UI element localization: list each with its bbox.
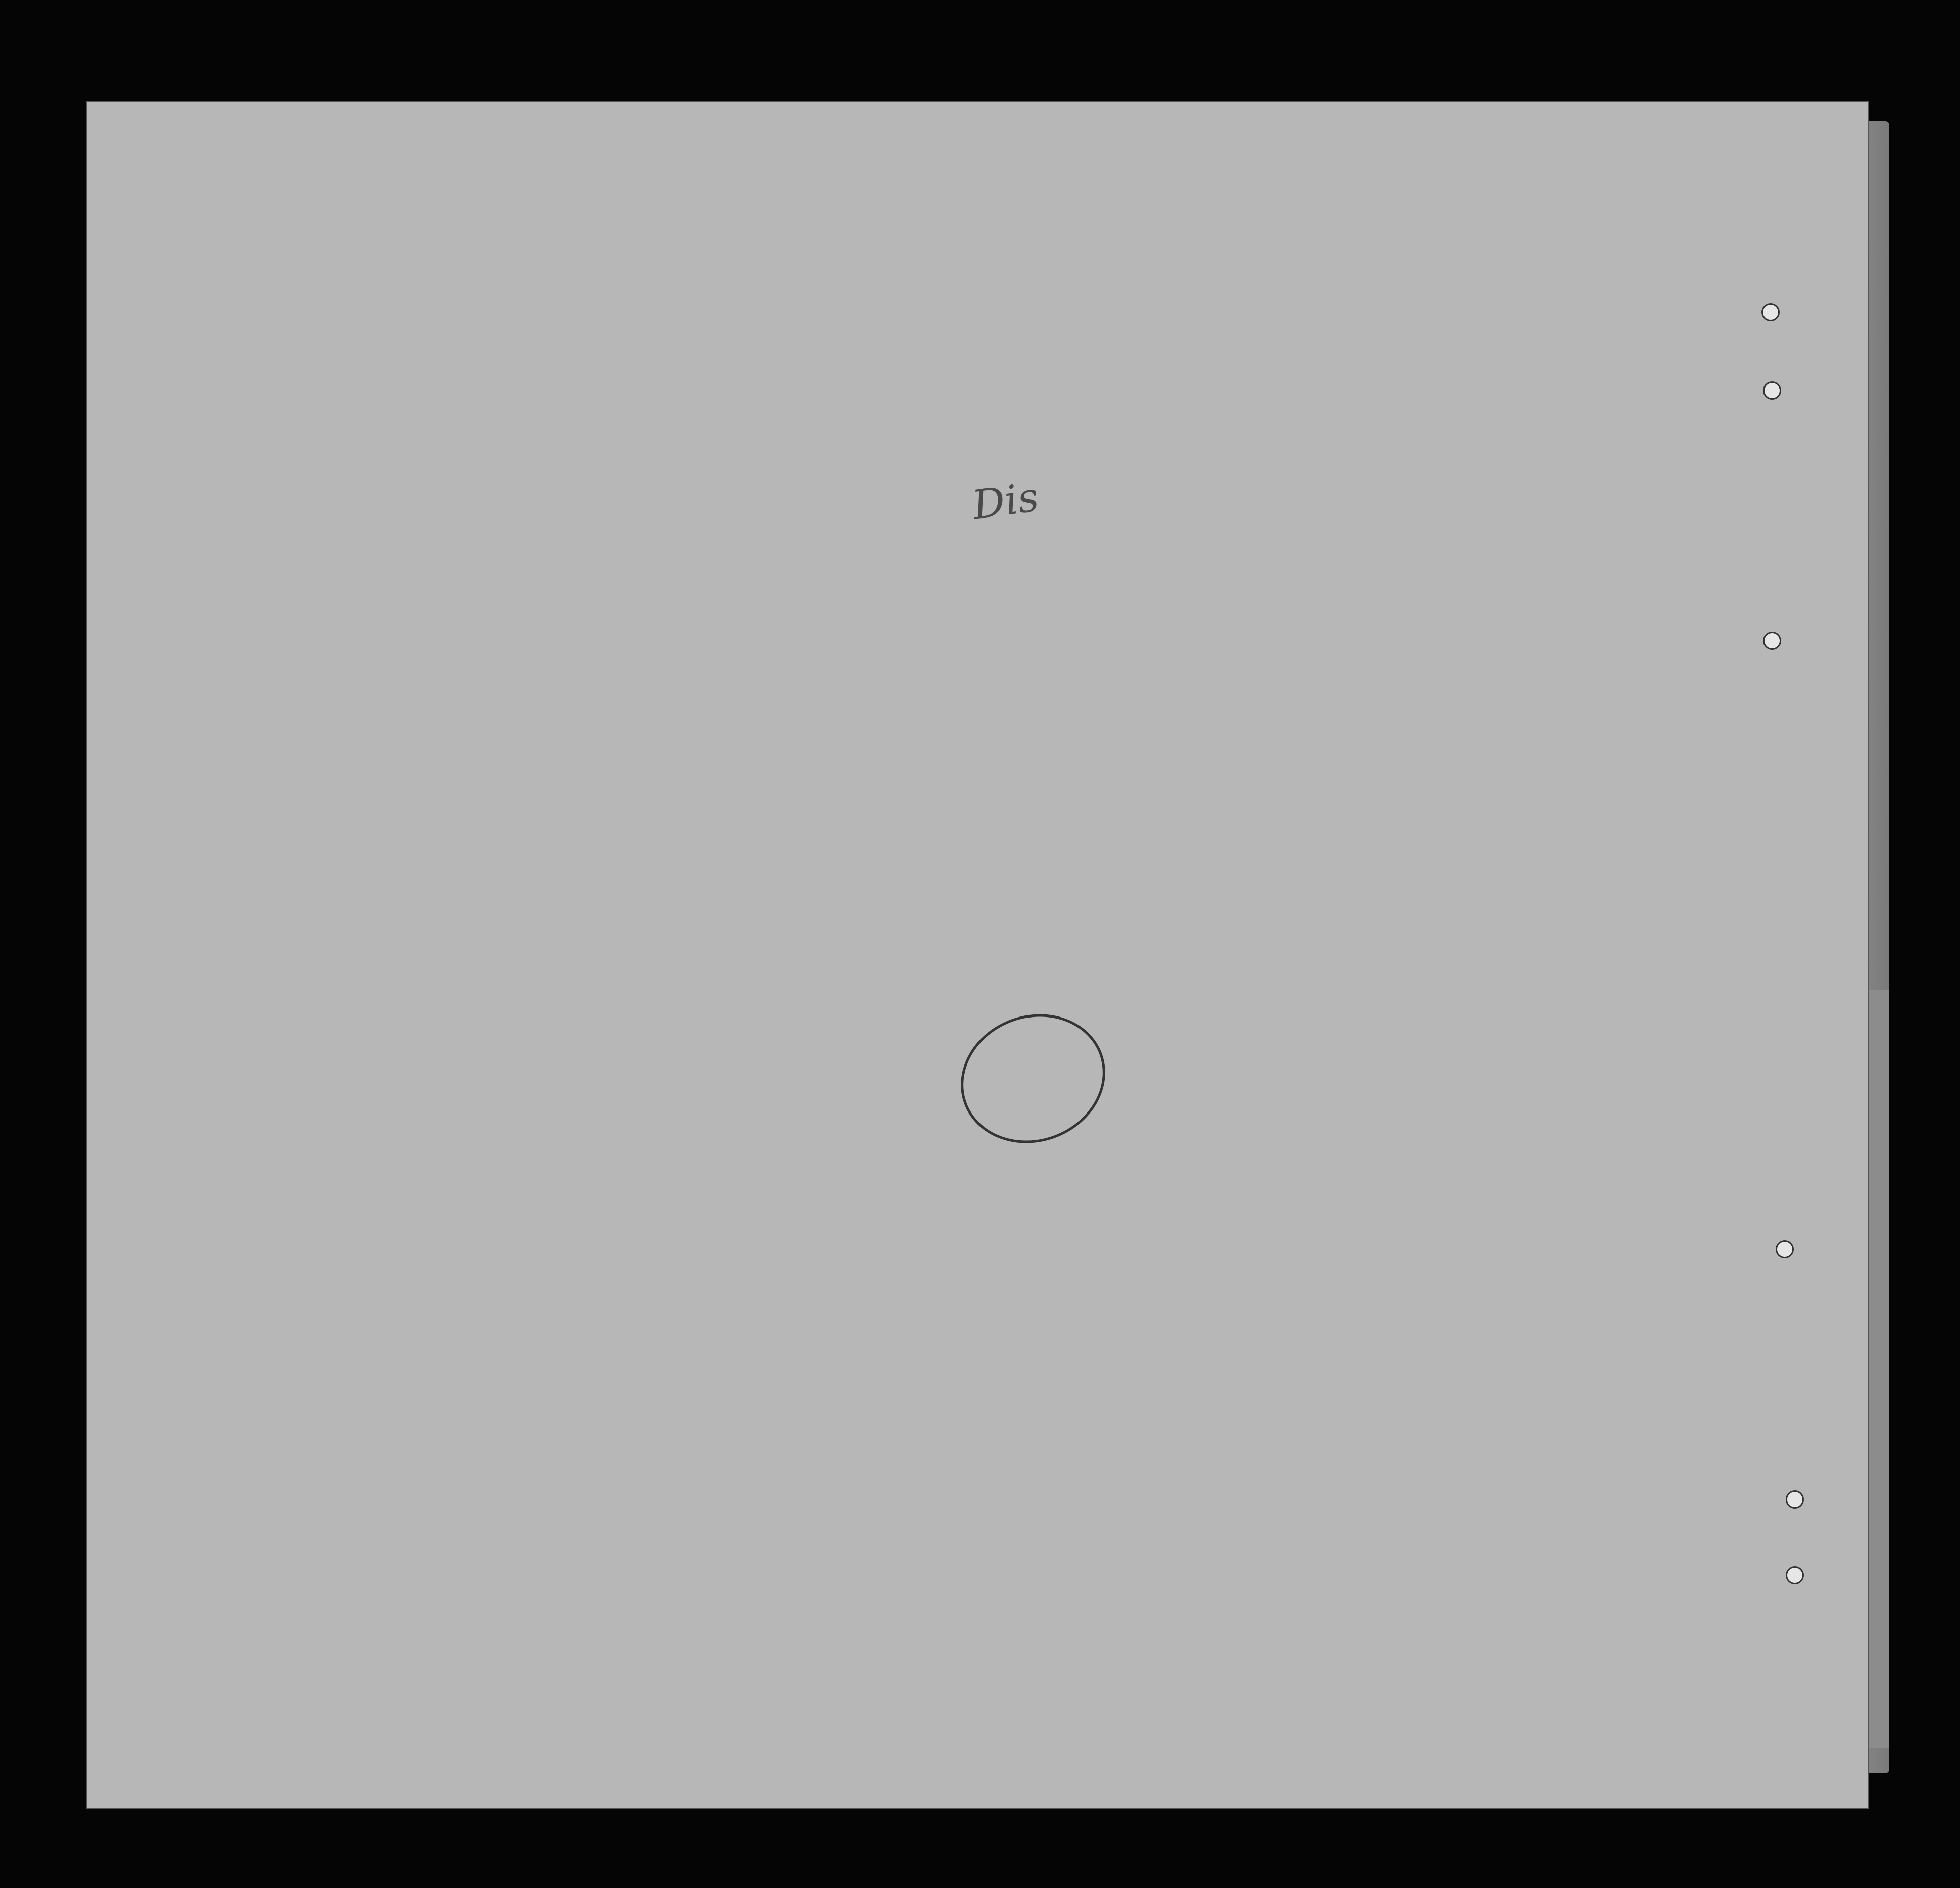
punch-hole [1763, 381, 1781, 400]
punch-hole [1786, 1566, 1804, 1584]
punch-hole [1786, 1490, 1804, 1509]
pencil-scribble: Dis [969, 473, 1042, 529]
punch-hole [1763, 632, 1781, 650]
punch-hole [1776, 1240, 1794, 1258]
punch-hole [1761, 303, 1780, 321]
